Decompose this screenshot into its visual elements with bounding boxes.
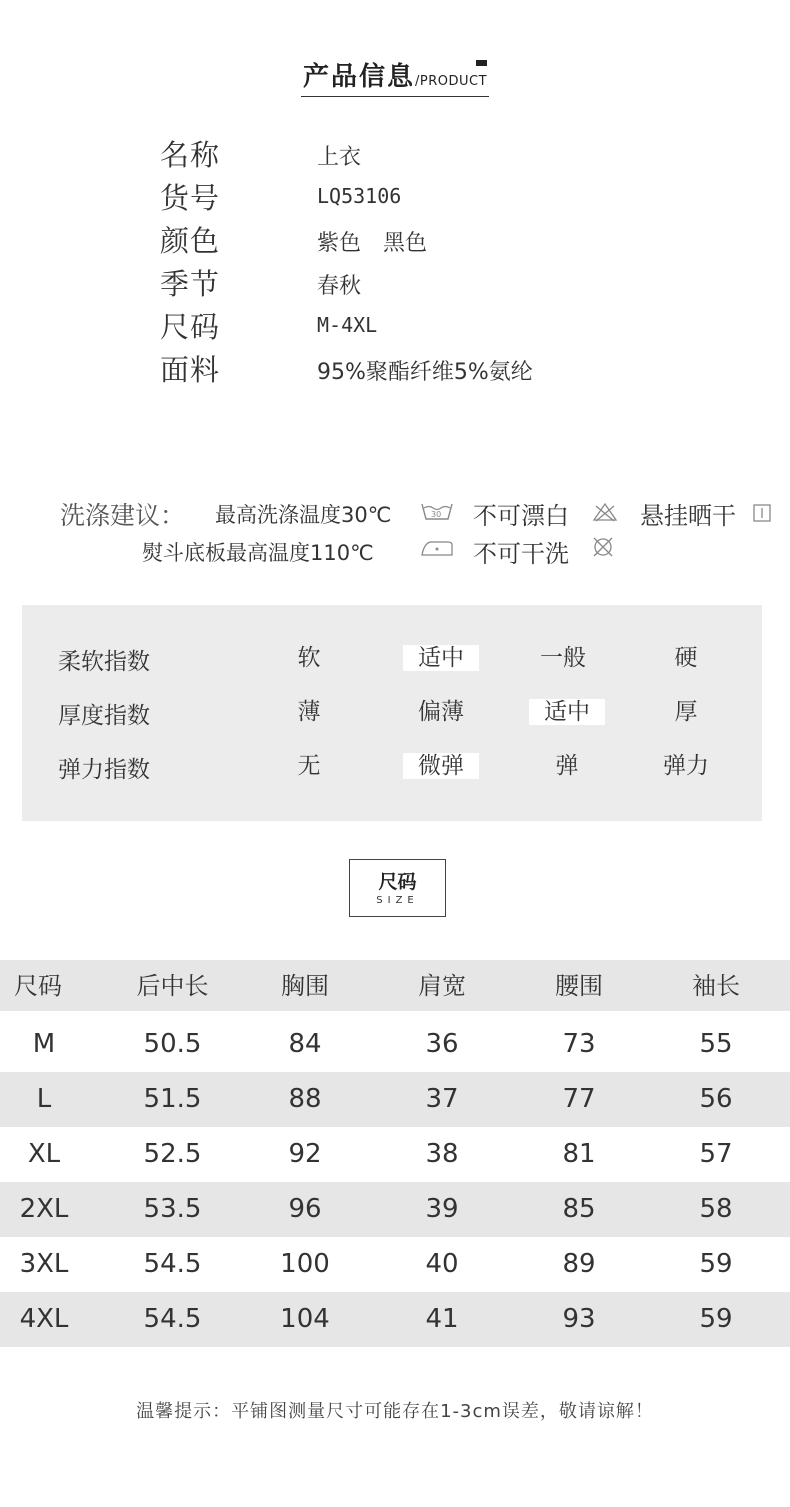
info-row-season: [0, 262, 790, 304]
title-corner-mark: [476, 60, 487, 66]
table-cell-size: L: [36, 1084, 52, 1114]
elasticity-option: 无: [297, 753, 321, 779]
svg-text:30: 30: [431, 510, 442, 519]
table-cell: 55: [699, 1029, 733, 1059]
fabric-index-panel: [22, 605, 762, 821]
info-row-name: [0, 133, 790, 175]
table-cell-size: XL: [27, 1139, 61, 1169]
softness-index-label: 柔软指数: [58, 649, 150, 675]
size-badge-cn: 尺码: [378, 871, 417, 893]
washing-title: 洗涤建议：: [60, 501, 186, 530]
table-cell: 56: [699, 1084, 733, 1114]
table-cell: 93: [562, 1304, 596, 1334]
no-dry-clean-label: 不可干洗: [473, 540, 569, 568]
size-section-badge: [349, 859, 446, 917]
table-row: [0, 1237, 790, 1292]
iron-temp: 熨斗底板最高温度110℃: [142, 541, 374, 565]
table-cell: 84: [288, 1029, 322, 1059]
table-header-cell: 胸围: [281, 972, 329, 1000]
iron-icon: [420, 538, 454, 563]
no-bleach-label: 不可漂白: [473, 502, 569, 530]
table-cell: 38: [425, 1139, 459, 1169]
softness-option-selected: 适中: [403, 645, 479, 671]
thickness-option: 偏薄: [418, 699, 464, 725]
table-header-cell: 后中长: [136, 972, 209, 1000]
table-cell: 59: [699, 1304, 733, 1334]
table-cell: 51.5: [143, 1084, 202, 1114]
title-underlined: [301, 56, 489, 97]
table-cell-size: 2XL: [19, 1194, 69, 1224]
info-row-size: [0, 305, 790, 347]
softness-option: 软: [297, 645, 321, 671]
info-value: 上衣: [317, 145, 362, 170]
thickness-option-selected: 适中: [529, 699, 605, 725]
info-label: 名称: [160, 138, 221, 172]
table-cell: 52.5: [143, 1139, 202, 1169]
table-row: [0, 1182, 790, 1237]
size-table-header: [0, 960, 790, 1011]
elasticity-index-label: 弹力指数: [58, 757, 150, 783]
table-cell: 37: [425, 1084, 459, 1114]
wash-tub-icon: [420, 500, 454, 527]
table-cell: 92: [288, 1139, 322, 1169]
table-cell: 54.5: [143, 1249, 202, 1279]
hang-dry-label: 悬挂晒干: [640, 502, 736, 530]
info-value: 春秋: [317, 274, 362, 299]
info-value: 95%聚酯纤维5%氨纶: [317, 360, 533, 385]
table-cell: 36: [425, 1029, 459, 1059]
table-row: [0, 1017, 790, 1072]
table-cell: 54.5: [143, 1304, 202, 1334]
title-cn: 产品信息: [302, 62, 415, 92]
table-cell: 81: [562, 1139, 596, 1169]
table-cell: 39: [425, 1194, 459, 1224]
table-row: [0, 1127, 790, 1182]
info-value: LQ53106: [317, 184, 402, 208]
measurement-note: 温馨提示：平铺图测量尺寸可能存在1-3cm误差，敬请谅解！: [136, 1401, 654, 1422]
table-cell: 104: [280, 1304, 330, 1334]
info-row-sku: [0, 176, 790, 218]
no-bleach-icon: [592, 502, 618, 527]
info-value: M-4XL: [317, 313, 378, 337]
table-cell: 53.5: [143, 1194, 202, 1224]
table-header-cell: 尺码: [14, 972, 62, 1000]
max-wash-temp: 最高洗涤温度30℃: [215, 503, 392, 527]
table-cell: 40: [425, 1249, 459, 1279]
table-cell: 50.5: [143, 1029, 202, 1059]
info-label: 货号: [160, 181, 221, 215]
title-en: /PRODUCT: [414, 74, 488, 89]
table-header-cell: 腰围: [555, 972, 603, 1000]
product-info-title: [0, 56, 790, 97]
info-row-fabric: [0, 348, 790, 390]
table-header-cell: 肩宽: [418, 972, 466, 1000]
table-cell-size: 3XL: [19, 1249, 69, 1279]
info-label: 面料: [160, 353, 221, 387]
table-cell-size: 4XL: [19, 1304, 69, 1334]
table-cell: 96: [288, 1194, 322, 1224]
hang-dry-icon: [752, 503, 772, 528]
table-cell: 88: [288, 1084, 322, 1114]
info-label: 季节: [160, 267, 221, 301]
thickness-option: 薄: [297, 699, 321, 725]
info-label: 颜色: [160, 224, 221, 258]
softness-option: 硬: [674, 645, 698, 671]
elasticity-option: 弹: [555, 753, 579, 779]
table-cell: 100: [280, 1249, 330, 1279]
table-row: [0, 1292, 790, 1347]
info-row-color: [0, 219, 790, 261]
elasticity-option-selected: 微弹: [403, 753, 479, 779]
no-dry-clean-icon: [592, 536, 614, 563]
table-cell: 41: [425, 1304, 459, 1334]
table-cell-size: M: [32, 1029, 56, 1059]
info-label: 尺码: [160, 310, 221, 344]
table-cell: 85: [562, 1194, 596, 1224]
elasticity-option: 弹力: [663, 753, 709, 779]
table-cell: 73: [562, 1029, 596, 1059]
table-cell: 57: [699, 1139, 733, 1169]
size-badge-en: SIZE: [376, 895, 419, 906]
softness-option: 一般: [540, 645, 586, 671]
thickness-option: 厚: [674, 699, 698, 725]
info-value: 紫色 黑色: [317, 231, 428, 256]
table-cell: 58: [699, 1194, 733, 1224]
thickness-index-label: 厚度指数: [58, 703, 150, 729]
table-cell: 77: [562, 1084, 596, 1114]
table-cell: 59: [699, 1249, 733, 1279]
table-row: [0, 1072, 790, 1127]
table-header-cell: 袖长: [692, 972, 740, 1000]
table-cell: 89: [562, 1249, 596, 1279]
